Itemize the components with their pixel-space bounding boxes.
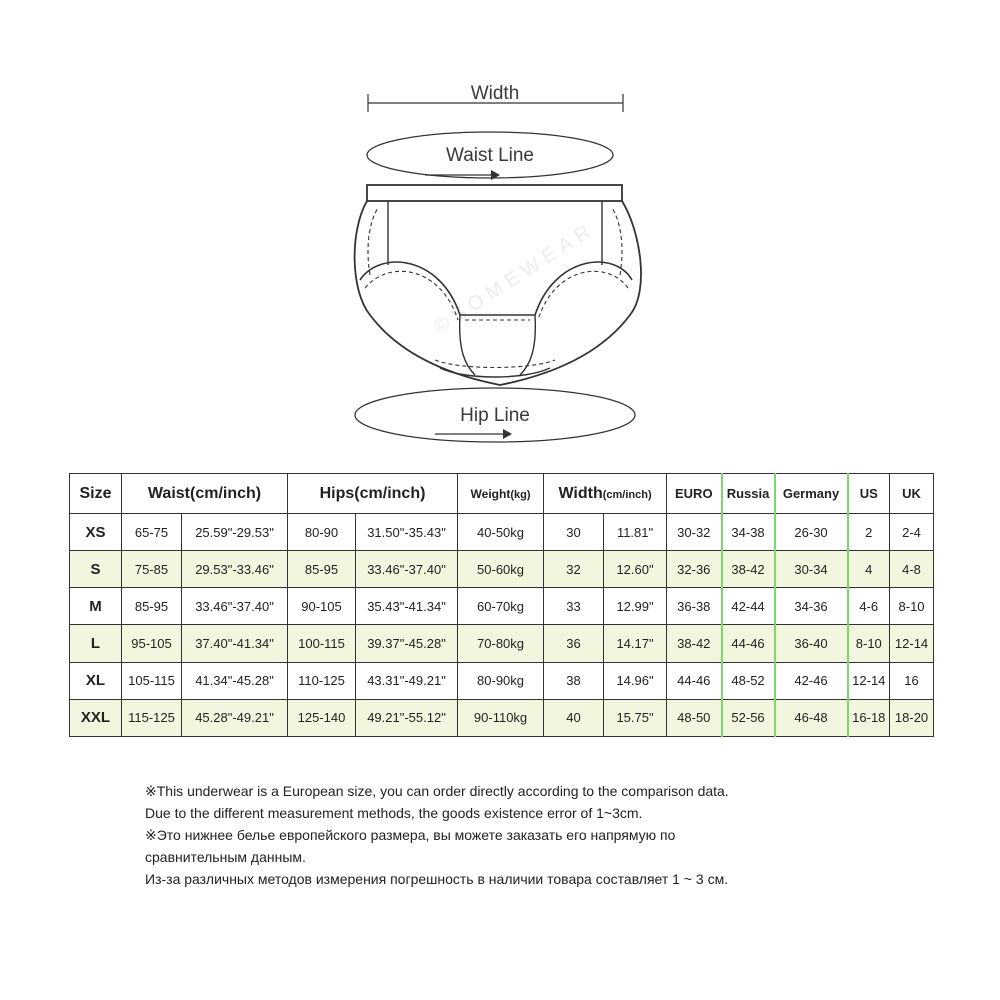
- euro-cell: 30-32: [667, 514, 722, 551]
- hips-cm-cell: 110-125: [288, 662, 356, 699]
- germany-cell: 42-46: [775, 662, 848, 699]
- waist-cm-cell: 115-125: [122, 699, 182, 736]
- table-header-row: [70, 474, 934, 514]
- weight-cell: 80-90kg: [458, 662, 544, 699]
- header-size: Size: [70, 474, 122, 514]
- header-weight-unit: (kg): [510, 488, 531, 501]
- width-inch-cell: 14.17": [604, 625, 667, 662]
- width-label: Width: [470, 83, 520, 104]
- hips-cm-cell: 80-90: [288, 514, 356, 551]
- header-euro: EURO: [667, 474, 722, 514]
- measurement-diagram: [340, 70, 660, 470]
- hips-inch-cell: 49.21"-55.12": [356, 699, 458, 736]
- header-waist-unit: (cm/inch): [189, 484, 262, 502]
- waist-line-label: Waist Line: [446, 145, 534, 166]
- table-row: [70, 699, 934, 736]
- uk-cell: 4-8: [890, 551, 934, 588]
- waist-inch-cell: 37.40"-41.34": [182, 625, 288, 662]
- waist-cm-cell: 75-85: [122, 551, 182, 588]
- header-waist: [122, 474, 288, 514]
- hips-cm-cell: 125-140: [288, 699, 356, 736]
- header-weight-main: Weight: [470, 486, 511, 501]
- us-cell: 16-18: [848, 699, 890, 736]
- hips-inch-cell: 39.37"-45.28": [356, 625, 458, 662]
- width-cm-cell: 36: [544, 625, 604, 662]
- germany-cell: 34-36: [775, 588, 848, 625]
- hips-inch-cell: 43.31"-49.21": [356, 662, 458, 699]
- uk-cell: 2-4: [890, 514, 934, 551]
- note-line: сравнительным данным.: [145, 849, 306, 865]
- us-cell: 12-14: [848, 662, 890, 699]
- weight-cell: 40-50kg: [458, 514, 544, 551]
- euro-cell: 36-38: [667, 588, 722, 625]
- width-cm-cell: 40: [544, 699, 604, 736]
- waist-cm-cell: 95-105: [122, 625, 182, 662]
- width-cm-cell: 32: [544, 551, 604, 588]
- germany-cell: 26-30: [775, 514, 848, 551]
- weight-cell: 70-80kg: [458, 625, 544, 662]
- waist-cm-cell: 65-75: [122, 514, 182, 551]
- header-russia: Russia: [722, 474, 775, 514]
- width-measure: [368, 83, 623, 112]
- waist-inch-cell: 33.46"-37.40": [182, 588, 288, 625]
- width-cm-cell: 38: [544, 662, 604, 699]
- uk-cell: 8-10: [890, 588, 934, 625]
- width-inch-cell: 14.96": [604, 662, 667, 699]
- note-line: Из-за различных методов измерения погрешность в наличии товара составляет 1 ~ 3 см.: [145, 871, 729, 887]
- width-cm-cell: 30: [544, 514, 604, 551]
- weight-cell: 90-110kg: [458, 699, 544, 736]
- width-inch-cell: 12.99": [604, 588, 667, 625]
- waist-cm-cell: 105-115: [122, 662, 182, 699]
- table-row: [70, 588, 934, 625]
- russia-cell: 44-46: [722, 625, 775, 662]
- header-width: [544, 474, 667, 514]
- hips-inch-cell: 35.43"-41.34": [356, 588, 458, 625]
- header-width-main: Width: [558, 484, 603, 502]
- uk-cell: 16: [890, 662, 934, 699]
- weight-cell: 50-60kg: [458, 551, 544, 588]
- us-cell: 4: [848, 551, 890, 588]
- hips-inch-cell: 33.46"-37.40": [356, 551, 458, 588]
- size-cell: L: [70, 625, 122, 662]
- germany-cell: 46-48: [775, 699, 848, 736]
- euro-cell: 38-42: [667, 625, 722, 662]
- note-line: ※Это нижнее белье европейского размера, вы можете заказать его напрямую по: [145, 827, 676, 843]
- waist-inch-cell: 41.34"-45.28": [182, 662, 288, 699]
- euro-cell: 32-36: [667, 551, 722, 588]
- watermark-text: ©SOMEWEAR: [430, 217, 600, 339]
- hips-cm-cell: 100-115: [288, 625, 356, 662]
- us-cell: 2: [848, 514, 890, 551]
- size-cell: S: [70, 551, 122, 588]
- hips-cm-cell: 90-105: [288, 588, 356, 625]
- euro-cell: 48-50: [667, 699, 722, 736]
- waist-cm-cell: 85-95: [122, 588, 182, 625]
- hip-line-indicator: [355, 388, 635, 442]
- russia-cell: 34-38: [722, 514, 775, 551]
- width-inch-cell: 15.75": [604, 699, 667, 736]
- header-germany: Germany: [775, 474, 848, 514]
- table-row: [70, 662, 934, 699]
- hips-cm-cell: 85-95: [288, 551, 356, 588]
- header-waist-main: Waist: [147, 484, 190, 502]
- waist-line-indicator: [367, 132, 613, 180]
- size-cell: M: [70, 588, 122, 625]
- header-us: US: [848, 474, 890, 514]
- waist-inch-cell: 25.59"-29.53": [182, 514, 288, 551]
- russia-cell: 38-42: [722, 551, 775, 588]
- hips-inch-cell: 31.50"-35.43": [356, 514, 458, 551]
- germany-cell: 30-34: [775, 551, 848, 588]
- table-row: [70, 625, 934, 662]
- size-cell: XL: [70, 662, 122, 699]
- width-inch-cell: 11.81": [604, 514, 667, 551]
- header-hips-main: Hips: [319, 484, 355, 502]
- us-cell: 4-6: [848, 588, 890, 625]
- size-cell: XXL: [70, 699, 122, 736]
- size-chart-table: [69, 473, 934, 737]
- russia-cell: 52-56: [722, 699, 775, 736]
- header-width-unit: (cm/inch): [602, 488, 652, 501]
- us-cell: 8-10: [848, 625, 890, 662]
- waist-inch-cell: 29.53"-33.46": [182, 551, 288, 588]
- header-weight: [458, 474, 544, 514]
- russia-cell: 42-44: [722, 588, 775, 625]
- russia-cell: 48-52: [722, 662, 775, 699]
- width-inch-cell: 12.60": [604, 551, 667, 588]
- width-cm-cell: 33: [544, 588, 604, 625]
- header-hips-unit: (cm/inch): [354, 484, 426, 502]
- hip-line-label: Hip Line: [460, 405, 530, 426]
- note-line: Due to the different measurement methods, the goods existence error of 1~3cm.: [145, 805, 643, 821]
- size-cell: XS: [70, 514, 122, 551]
- table-row: [70, 551, 934, 588]
- header-hips: [288, 474, 458, 514]
- uk-cell: 12-14: [890, 625, 934, 662]
- note-line: ※This underwear is a European size, you can order directly according to the comparison data.: [145, 783, 729, 799]
- euro-cell: 44-46: [667, 662, 722, 699]
- uk-cell: 18-20: [890, 699, 934, 736]
- table-row: [70, 514, 934, 551]
- germany-cell: 36-40: [775, 625, 848, 662]
- waist-inch-cell: 45.28"-49.21": [182, 699, 288, 736]
- header-uk: UK: [890, 474, 934, 514]
- size-notes: [145, 780, 729, 890]
- weight-cell: 60-70kg: [458, 588, 544, 625]
